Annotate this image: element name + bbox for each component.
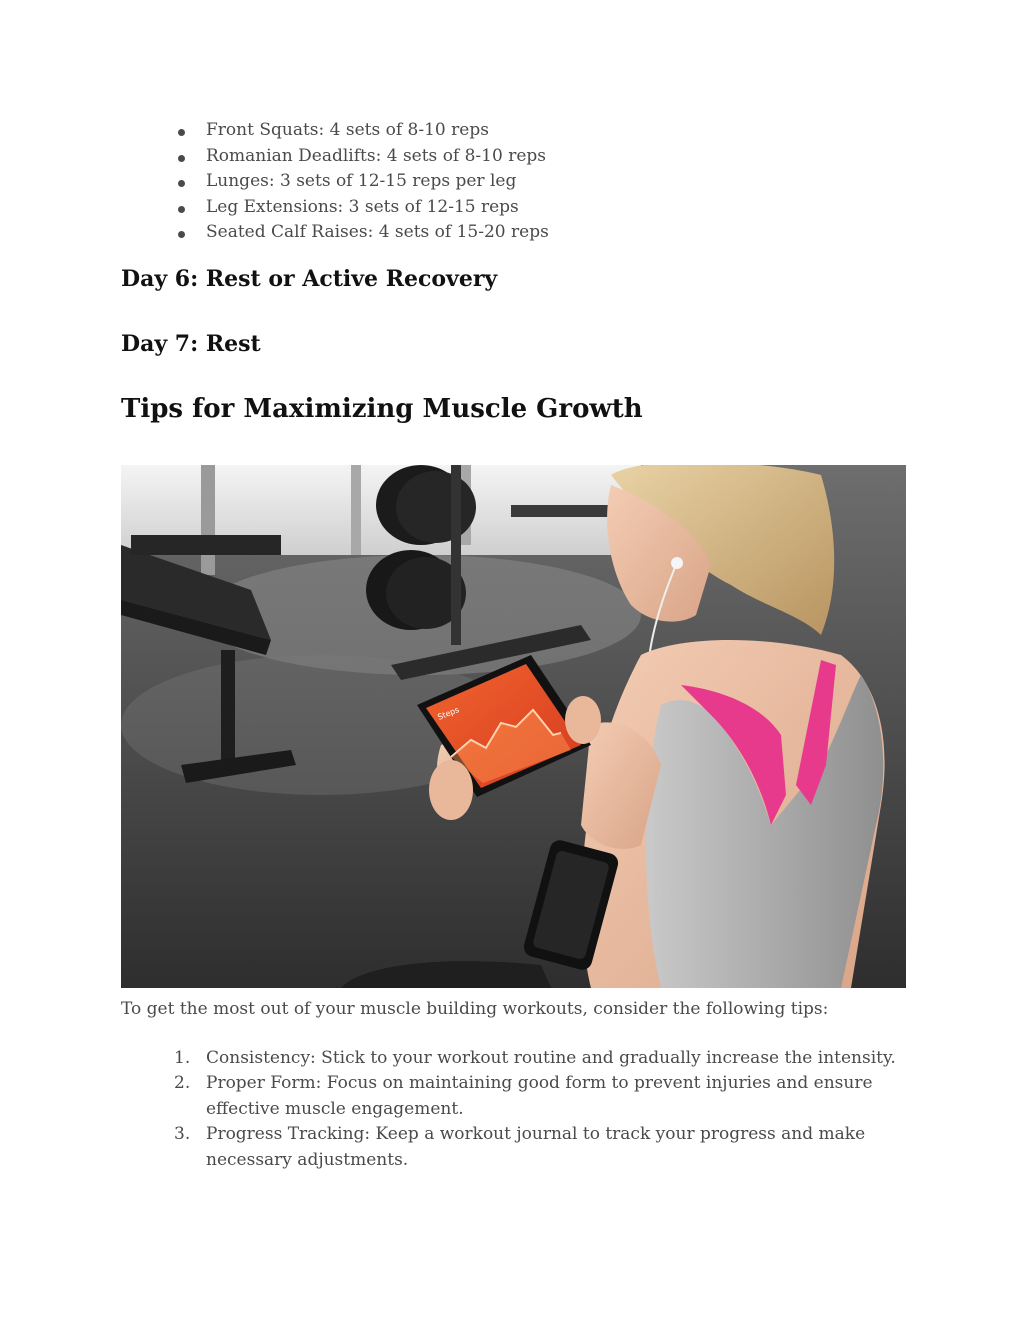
list-item xyxy=(206,220,907,246)
exercise-list xyxy=(121,118,907,246)
gym-photo xyxy=(121,465,906,988)
gym-photo-illustration xyxy=(121,465,906,988)
bullet-icon xyxy=(178,231,185,238)
exercise-text: Leg Extensions: 3 sets of 12-15 reps xyxy=(206,196,519,217)
day6-heading: Day 6: Rest or Active Recovery xyxy=(121,265,498,292)
tip-text: Progress Tracking: Keep a workout journal to track your progress and make necessary adjustments. xyxy=(206,1124,866,1170)
day7-heading: Day 7: Rest xyxy=(121,330,261,357)
list-item xyxy=(206,169,907,195)
tip-text: Consistency: Stick to your workout routine and gradually increase the intensity. xyxy=(206,1047,896,1068)
document-content xyxy=(121,118,907,1173)
exercise-text: Lunges: 3 sets of 12-15 reps per leg xyxy=(206,171,517,191)
exercise-text: Front Squats: 4 sets of 8-10 reps xyxy=(206,120,489,140)
tips-list xyxy=(121,1046,907,1174)
bullet-icon xyxy=(178,206,185,213)
intro-text: To get the most out of your muscle building workouts, consider the following tips: xyxy=(121,998,829,1019)
tablet-app-label: Steps xyxy=(436,704,461,722)
section-heading: Tips for Maximizing Muscle Growth xyxy=(121,393,643,424)
list-number: 2. xyxy=(174,1073,191,1093)
bullet-icon xyxy=(178,129,185,136)
exercise-text: Romanian Deadlifts: 4 sets of 8-10 reps xyxy=(206,145,547,166)
bullet-icon xyxy=(178,155,185,162)
list-item xyxy=(174,1071,907,1122)
list-item xyxy=(206,118,907,144)
list-item xyxy=(206,195,907,221)
exercise-text: Seated Calf Raises: 4 sets of 15-20 reps xyxy=(206,222,549,242)
bullet-icon xyxy=(178,180,185,187)
list-item xyxy=(174,1122,907,1173)
tip-text: Proper Form: Focus on maintaining good form to prevent injuries and ensure effective muscle engagement. xyxy=(206,1073,873,1119)
list-number: 1. xyxy=(174,1047,191,1068)
list-item xyxy=(174,1046,907,1072)
list-item xyxy=(206,144,907,170)
list-number: 3. xyxy=(174,1124,191,1144)
